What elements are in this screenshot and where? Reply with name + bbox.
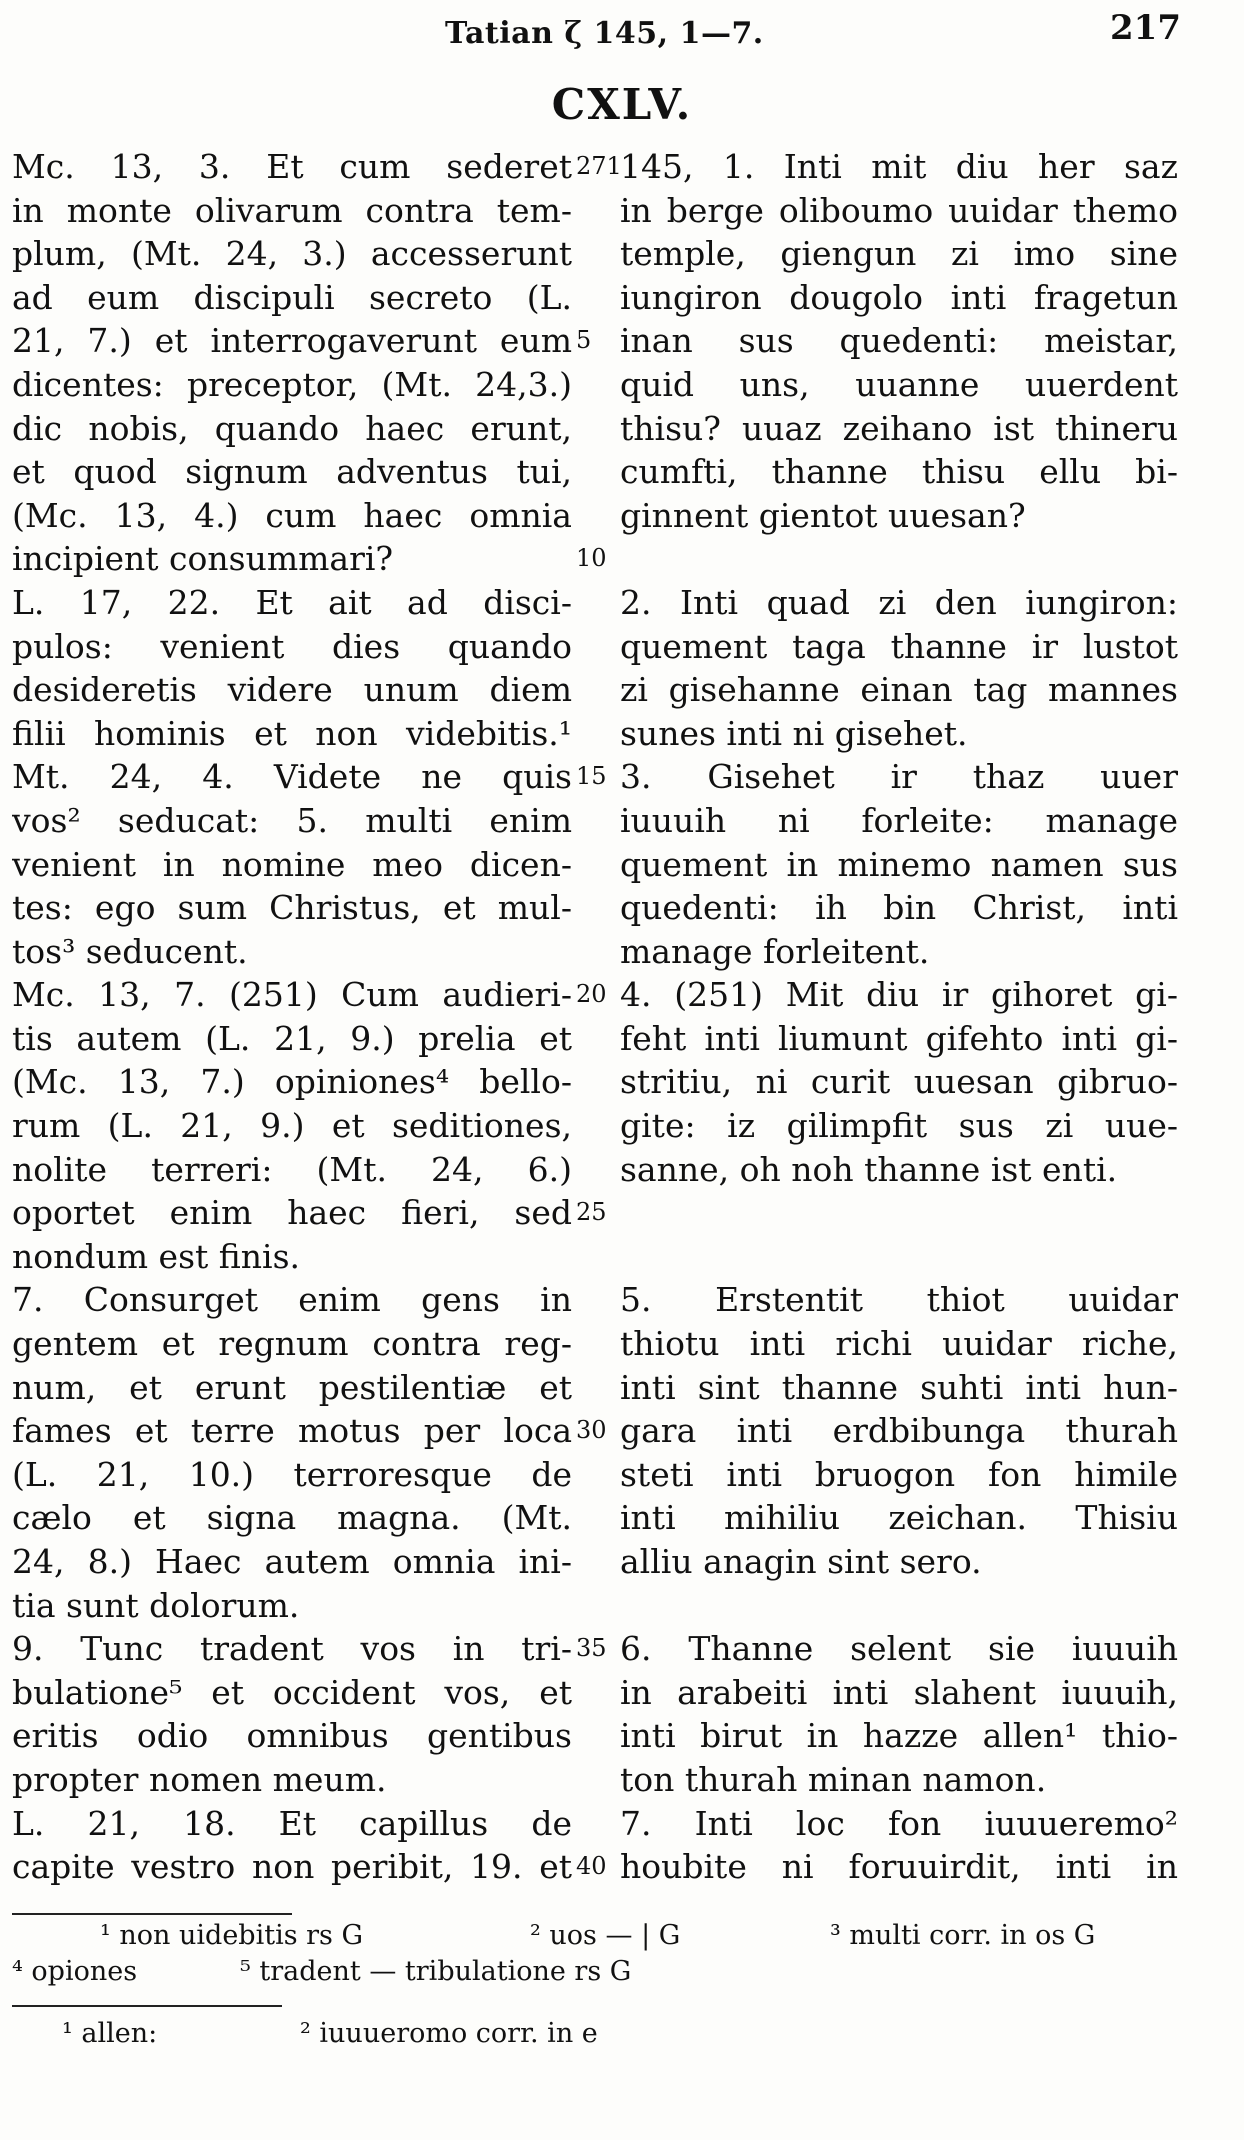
ohg-line: in arabeiti inti slahent iuuuih,: [620, 1672, 1178, 1712]
ohg-line: inti birut in hazze allen¹ thio-: [620, 1716, 1178, 1756]
ohg-line: houbite ni foruuirdit, inti in: [620, 1847, 1178, 1887]
latin-line: nondum est finis.: [12, 1236, 300, 1276]
ohg-line: zi gisehanne einan tag mannes: [620, 670, 1178, 710]
section-title: CXLV.: [551, 80, 693, 129]
ohg-line: 3. Gisehet ir thaz uuer: [620, 757, 1178, 797]
footnote: ⁴ opiones: [12, 1956, 138, 1987]
ohg-line: quedenti: ih bin Christ, inti: [620, 888, 1178, 928]
ohg-line: gite: iz gilimpfit sus zi uue-: [620, 1106, 1178, 1146]
line-number: 40: [576, 1852, 607, 1881]
footnote: ² iuuueromo corr. in e: [300, 2018, 598, 2049]
ohg-line: in berge oliboumo uuidar themo: [620, 190, 1178, 230]
footnote: ³ multi corr. in os G: [830, 1920, 1096, 1951]
ohg-line: 4. (251) Mit diu ir gihoret gi-: [620, 975, 1178, 1015]
ohg-line: iungiron dougolo inti fragetun: [620, 277, 1178, 317]
ohg-line: gara inti erdbibunga thurah: [620, 1411, 1178, 1451]
latin-line: ad eum discipuli secreto (L.: [12, 277, 572, 317]
ohg-line: manage forleitent.: [620, 931, 930, 971]
ohg-line: quid uns, uuanne uuerdent: [620, 364, 1178, 404]
latin-line: incipient consummari?: [12, 539, 394, 579]
latin-line: plum, (Mt. 24, 3.) accesserunt: [12, 234, 572, 274]
ohg-line: [620, 537, 1178, 581]
latin-line: (Mc. 13, 4.) cum haec omnia: [12, 495, 572, 535]
ohg-line: [620, 1584, 1178, 1628]
ohg-line: sanne, oh noh thanne ist enti.: [620, 1149, 1118, 1189]
latin-line: L. 17, 22. Et ait ad disci-: [12, 582, 572, 622]
ohg-line: sunes inti ni gisehet.: [620, 713, 968, 753]
latin-line: propter nomen meum.: [12, 1759, 387, 1799]
ohg-line: quement taga thanne ir lustot: [620, 626, 1178, 666]
latin-line: num, et erunt pestilentiæ et: [12, 1367, 572, 1407]
latin-line: 21, 7.) et interrogaverunt eum: [12, 321, 572, 361]
line-number: 10: [576, 544, 607, 573]
footnote: ² uos — | G: [530, 1920, 681, 1951]
ohg-line: alliu anagin sint sero.: [620, 1542, 982, 1581]
ohg-line: cumfti, thanne thisu ellu bi-: [620, 452, 1178, 492]
latin-line: dic nobis, quando haec erunt,: [12, 408, 572, 448]
latin-line: nolite terreri: (Mt. 24, 6.): [12, 1149, 572, 1189]
latin-line: vos² seducat: 5. multi enim: [12, 800, 572, 840]
latin-line: rum (L. 21, 9.) et seditiones,: [12, 1106, 572, 1146]
latin-column: [12, 145, 572, 1889]
ohg-column: [620, 145, 1178, 1889]
ohg-line: ton thurah minan namon.: [620, 1759, 1047, 1799]
latin-line: gentem et regnum contra reg-: [12, 1324, 572, 1364]
latin-line: in monte olivarum contra tem-: [12, 190, 572, 230]
latin-line: tis autem (L. 21, 9.) prelia et: [12, 1018, 572, 1058]
latin-line: Mc. 13, 7. (251) Cum audieri-: [12, 975, 572, 1015]
latin-line: cælo et signa magna. (Mt.: [12, 1498, 572, 1538]
latin-line: pulos: venient dies quando: [12, 626, 572, 666]
line-number: 25: [576, 1198, 607, 1227]
latin-line: (L. 21, 10.) terroresque de: [12, 1454, 572, 1494]
line-number: 5: [576, 326, 592, 355]
latin-line: filii hominis et non videbitis.¹: [12, 713, 572, 753]
ohg-line: stritiu, ni curit uuesan gibruo-: [620, 1062, 1178, 1102]
latin-line: tos³ seducent.: [12, 931, 248, 971]
latin-line: (Mc. 13, 7.) opiniones⁴ bello-: [12, 1062, 572, 1102]
ohg-line: inan sus quedenti: meistar,: [620, 321, 1178, 361]
footnote-rule: [12, 2005, 282, 2007]
line-number: 271: [576, 152, 622, 180]
running-head-title: Tatian ζ 145, 1—7.: [445, 16, 764, 51]
ohg-line: thiotu inti richi uuidar riche,: [620, 1324, 1178, 1364]
latin-line: fames et terre motus per loca: [12, 1411, 572, 1451]
latin-line: Mc. 13, 3. Et cum sederet: [12, 147, 572, 186]
latin-line: capite vestro non peribit, 19. et: [12, 1847, 572, 1887]
latin-line: L. 21, 18. Et capillus de: [12, 1803, 572, 1843]
footnote: ⁵ tradent — tribulatione rs G: [240, 1956, 632, 1987]
ohg-line: feht inti liumunt gifehto inti gi-: [620, 1018, 1178, 1058]
footnote: ¹ allen:: [62, 2018, 158, 2049]
ohg-line: [620, 1235, 1178, 1279]
line-number: 30: [576, 1416, 607, 1445]
ohg-line: temple, giengun zi imo sine: [620, 234, 1178, 274]
ohg-line: inti mihiliu zeichan. Thisiu: [620, 1498, 1178, 1538]
line-numbers: [576, 145, 622, 1889]
latin-line: dicentes: preceptor, (Mt. 24,3.): [12, 364, 572, 404]
latin-line: oportet enim haec fieri, sed: [12, 1193, 572, 1233]
line-number: 20: [576, 980, 607, 1009]
line-number: 15: [576, 762, 607, 791]
ohg-line: [620, 1191, 1178, 1235]
ohg-line: 145, 1. Inti mit diu her saz: [620, 147, 1178, 186]
latin-line: 7. Consurget enim gens in: [12, 1280, 572, 1320]
latin-line: 24, 8.) Haec autem omnia ini-: [12, 1542, 572, 1581]
latin-line: 9. Tunc tradent vos in tri-: [12, 1629, 572, 1669]
latin-line: bulatione⁵ et occident vos, et: [12, 1672, 572, 1712]
footnote: ¹ non uidebitis rs G: [100, 1920, 364, 1951]
ohg-line: thisu? uuaz zeihano ist thineru: [620, 408, 1178, 448]
ohg-line: 6. Thanne selent sie iuuuih: [620, 1629, 1178, 1669]
latin-line: Mt. 24, 4. Videte ne quis: [12, 757, 572, 797]
latin-line: venient in nomine meo dicen-: [12, 844, 572, 884]
line-number: 35: [576, 1634, 607, 1663]
ohg-line: 7. Inti loc fon iuuueremo²: [620, 1803, 1178, 1843]
latin-line: desideretis videre unum diem: [12, 670, 572, 710]
ohg-line: 2. Inti quad zi den iungiron:: [620, 582, 1178, 622]
ohg-line: ginnent gientot uuesan?: [620, 495, 1026, 535]
latin-line: et quod signum adventus tui,: [12, 452, 572, 492]
ohg-line: inti sint thanne suhti inti hun-: [620, 1367, 1178, 1407]
ohg-line: quement in minemo namen sus: [620, 844, 1178, 884]
latin-line: eritis odio omnibus gentibus: [12, 1716, 572, 1756]
page-number: 217: [1110, 8, 1181, 48]
latin-line: tia sunt dolorum.: [12, 1585, 300, 1625]
latin-line: tes: ego sum Christus, et mul-: [12, 888, 572, 928]
running-head: [0, 6, 1244, 66]
footnote-rule: [12, 1913, 292, 1915]
ohg-line: iuuuih ni forleite: manage: [620, 800, 1178, 840]
ohg-line: steti inti bruogon fon himile: [620, 1454, 1178, 1494]
ohg-line: 5. Erstentit thiot uuidar: [620, 1280, 1178, 1320]
